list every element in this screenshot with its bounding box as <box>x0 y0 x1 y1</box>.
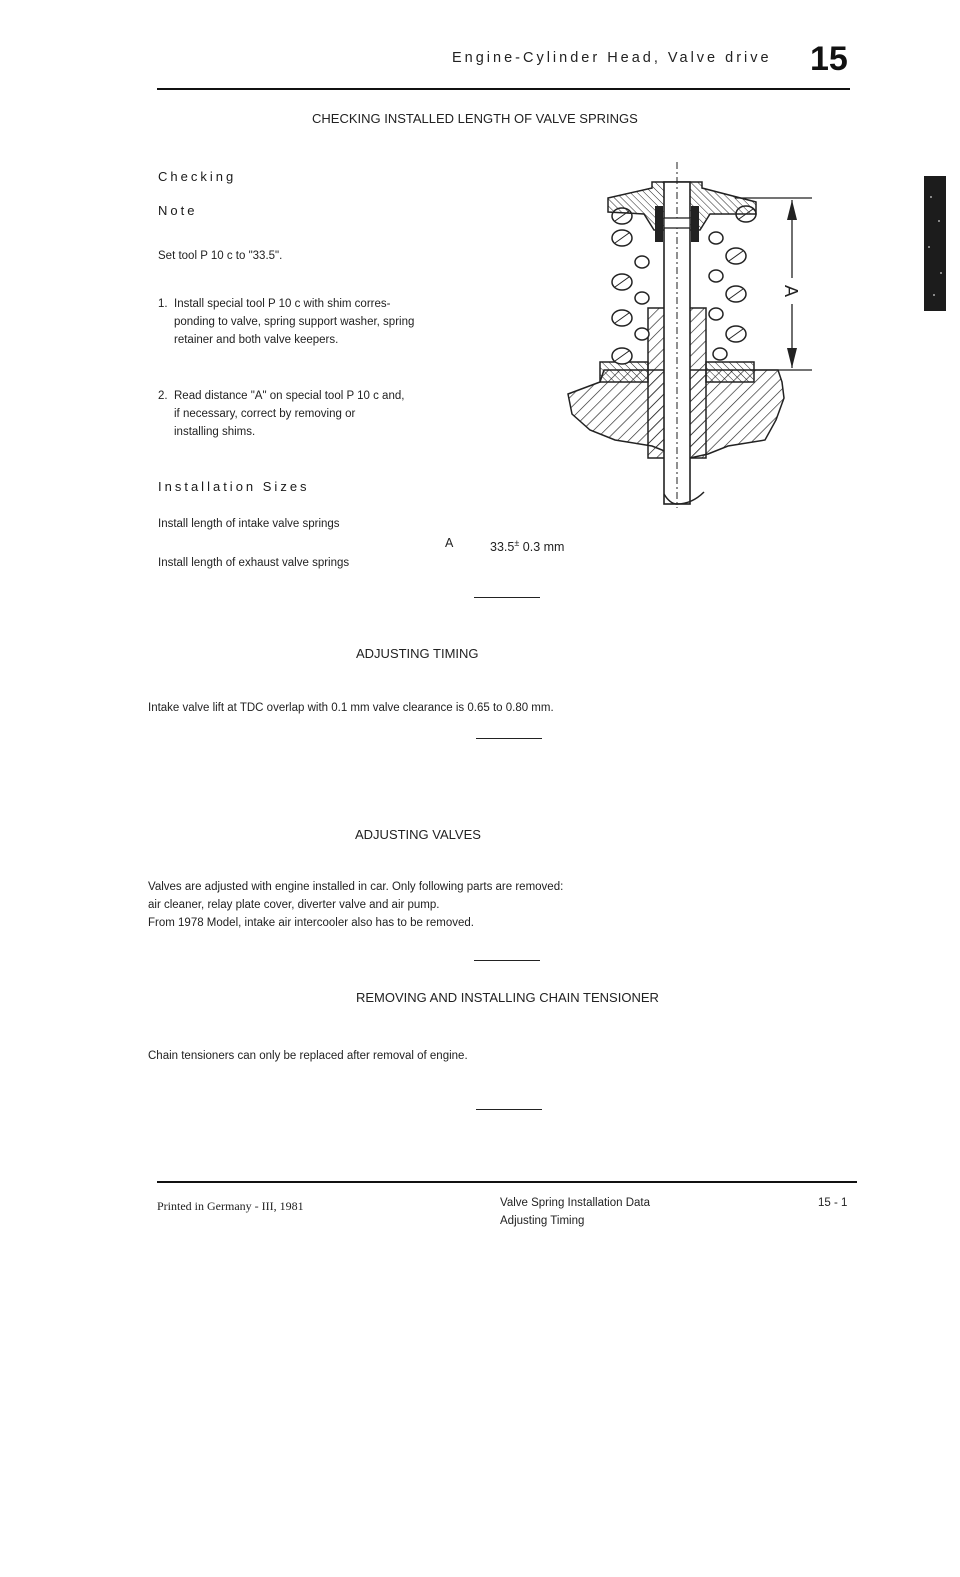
separator <box>474 960 540 961</box>
footer-topic-1: Valve Spring Installation Data <box>500 1197 651 1209</box>
print-info: Printed in Germany - III, 1981 <box>157 1199 304 1213</box>
step-2-number: 2. <box>158 390 168 402</box>
separator <box>476 1109 542 1110</box>
section-title-timing: ADJUSTING TIMING <box>356 646 479 661</box>
chapter-number: 15 <box>810 40 848 78</box>
installation-sizes-heading: Installation Sizes <box>158 479 310 494</box>
figure-dimension-label: A <box>781 284 801 298</box>
step-2-line-1: Read distance "A" on special tool P 10 c and, <box>174 390 405 402</box>
spring-seat-right <box>706 362 754 382</box>
dimension-nominal: 33.5 <box>490 540 515 555</box>
tensioner-text: Chain tensioners can only be replaced after removal of engine. <box>148 1050 468 1062</box>
separator <box>474 597 540 598</box>
step-2-line-3: installing shims. <box>174 426 256 438</box>
timing-text: Intake valve lift at TDC overlap with 0.1 mm valve clearance is 0.65 to 0.80 mm. <box>148 702 554 714</box>
valve-keeper-left <box>655 206 663 242</box>
step-2-text <box>174 387 404 441</box>
note-text: Set tool P 10 c to "33.5". <box>158 250 283 262</box>
dimension-tolerance-sign: ± <box>514 538 520 548</box>
step-1-line-1: Install special tool P 10 c with shim corres- <box>174 298 391 310</box>
intake-spring-label: Install length of intake valve springs <box>158 518 340 530</box>
step-1-text <box>174 295 414 349</box>
section-title-valves: ADJUSTING VALVES <box>355 827 481 842</box>
footer-rule <box>157 1181 857 1183</box>
chapter-title: Engine-Cylinder Head, Valve drive <box>452 50 772 66</box>
dimension-value <box>490 534 564 556</box>
dimension-arrow-bottom <box>787 348 797 368</box>
dimension-arrow-top <box>787 200 797 220</box>
page-number: 15 - 1 <box>818 1197 848 1209</box>
valves-line-1: Valves are adjusted with engine installed in car. Only following parts are removed: <box>148 881 564 893</box>
footer-topic-2: Adjusting Timing <box>500 1215 585 1227</box>
dimension-letter: A <box>445 536 454 550</box>
valve-spring-figure <box>560 158 820 513</box>
section-title-valve-springs: CHECKING INSTALLED LENGTH OF VALVE SPRINGS <box>312 111 638 126</box>
dimension-tolerance: 0.3 mm <box>522 540 565 555</box>
valve-keeper-right <box>691 206 699 242</box>
header-rule <box>157 88 850 90</box>
checking-heading: Checking <box>158 169 237 184</box>
note-heading: Note <box>158 203 198 218</box>
separator <box>476 738 542 739</box>
spring-seat-left <box>600 362 648 382</box>
exhaust-spring-label: Install length of exhaust valve springs <box>158 557 350 569</box>
section-title-tensioner: REMOVING AND INSTALLING CHAIN TENSIONER <box>356 990 659 1005</box>
step-2-line-2: if necessary, correct by removing or <box>174 408 356 420</box>
thumb-index-tab <box>924 176 946 311</box>
valves-line-3: From 1978 Model, intake air intercooler also has to be removed. <box>148 917 474 929</box>
step-1-line-2: ponding to valve, spring support washer, spring <box>174 316 415 328</box>
valves-line-2: air cleaner, relay plate cover, diverter valve and air pump. <box>148 899 440 911</box>
valves-text <box>148 878 563 932</box>
step-1-number: 1. <box>158 298 168 310</box>
step-1-line-3: retainer and both valve keepers. <box>174 334 339 346</box>
